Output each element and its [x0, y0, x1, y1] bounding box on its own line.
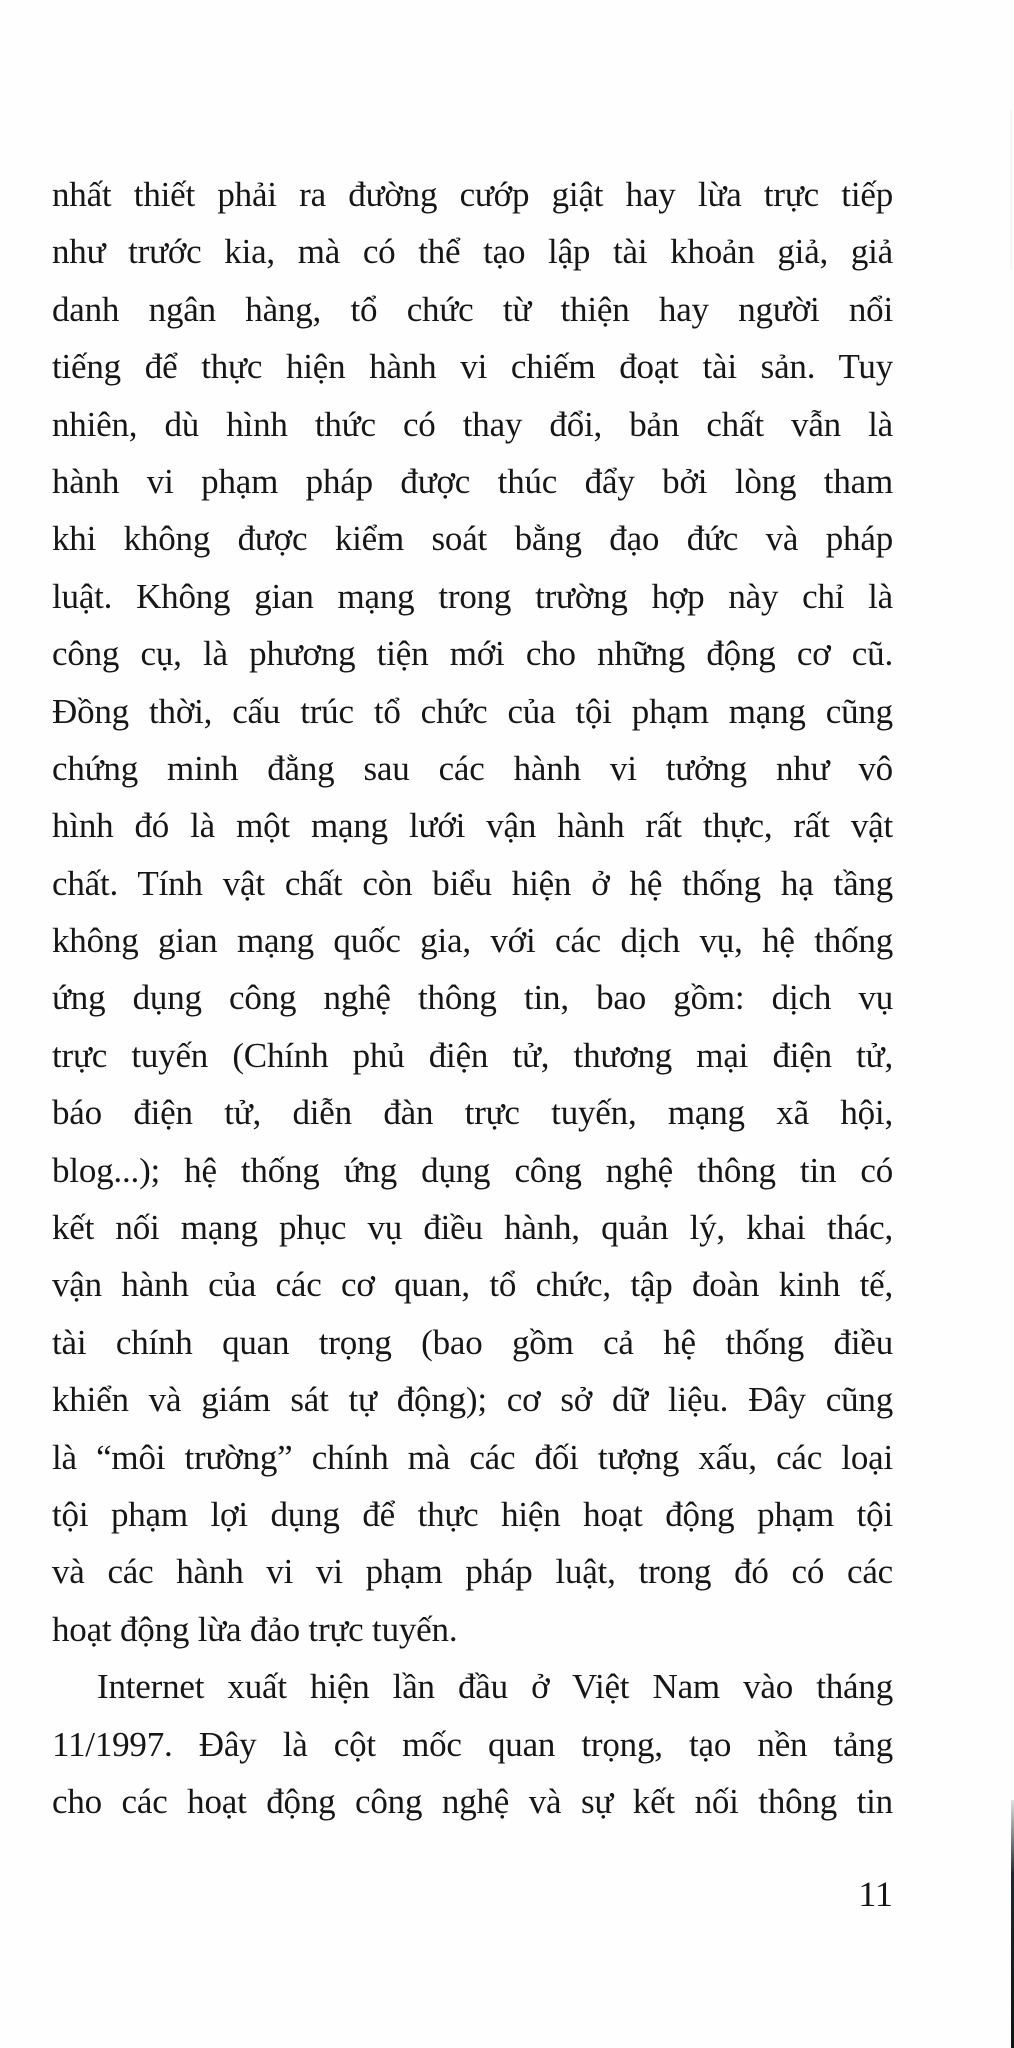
text-line: nhiên, dù hình thức có thay đổi, bản chất vẫn là — [52, 404, 893, 444]
text-line: và các hành vi vi phạm pháp luật, trong đó có các — [52, 1552, 893, 1592]
scan-edge-artifact — [1010, 110, 1012, 270]
text-line: chứng minh đằng sau các hành vi tưởng như vô — [52, 748, 893, 788]
page-number: 11 — [858, 1874, 893, 1914]
text-line: vận hành của các cơ quan, tổ chức, tập đoàn kinh tế, — [52, 1265, 893, 1305]
text-line: hành vi phạm pháp được thúc đẩy bởi lòng tham — [52, 461, 893, 501]
text-line: kết nối mạng phục vụ điều hành, quản lý, khai thác, — [52, 1208, 893, 1248]
text-line: nhất thiết phải ra đường cướp giật hay lừa trực tiếp — [52, 175, 893, 214]
text-line: cho các hoạt động công nghệ và sự kết nối thông tin — [52, 1781, 893, 1821]
text-line: ứng dụng công nghệ thông tin, bao gồm: dịch vụ — [52, 978, 893, 1018]
text-line: tiếng để thực hiện hành vi chiếm đoạt tài sản. Tuy — [52, 347, 893, 387]
text-line: là “môi trường” chính mà các đối tượng xấu, các loại — [52, 1437, 893, 1477]
text-line: tội phạm lợi dụng để thực hiện hoạt động phạm tội — [52, 1494, 893, 1534]
text-line: trực tuyến (Chính phủ điện tử, thương mại điện tử, — [52, 1035, 893, 1075]
text-line: báo điện tử, diễn đàn trực tuyến, mạng xã hội, — [52, 1093, 893, 1133]
text-line: luật. Không gian mạng trong trường hợp này chỉ là — [52, 576, 893, 616]
text-line: blog...); hệ thống ứng dụng công nghệ thông tin có — [52, 1150, 893, 1190]
text-line: 11/1997. Đây là cột mốc quan trọng, tạo nền tảng — [52, 1724, 893, 1764]
text-line: công cụ, là phương tiện mới cho những động cơ cũ. — [52, 634, 893, 674]
text-line: khi không được kiểm soát bằng đạo đức và pháp — [52, 519, 893, 559]
text-line: khiển và giám sát tự động); cơ sở dữ liệu. Đây cũng — [52, 1380, 893, 1420]
text-line: Đồng thời, cấu trúc tổ chức của tội phạm mạng cũng — [52, 691, 893, 731]
text-line: không gian mạng quốc gia, với các dịch vụ, hệ thống — [52, 921, 893, 961]
text-line-last: hoạt động lừa đảo trực tuyến. — [52, 1609, 458, 1649]
paragraph-2 — [52, 1658, 893, 1830]
body-text — [52, 166, 893, 1830]
text-line: như trước kia, mà có thể tạo lập tài khoản giả, giả — [52, 232, 893, 272]
text-line: tài chính quan trọng (bao gồm cả hệ thống điều — [52, 1322, 893, 1362]
text-line: hình đó là một mạng lưới vận hành rất thực, rất vật — [52, 806, 893, 846]
paragraph-1 — [52, 166, 893, 1658]
text-line: danh ngân hàng, tổ chức từ thiện hay người nổi — [52, 289, 893, 329]
text-line-indented: Internet xuất hiện lần đầu ở Việt Nam vào tháng — [97, 1667, 893, 1707]
text-line: chất. Tính vật chất còn biểu hiện ở hệ thống hạ tầng — [52, 863, 893, 903]
